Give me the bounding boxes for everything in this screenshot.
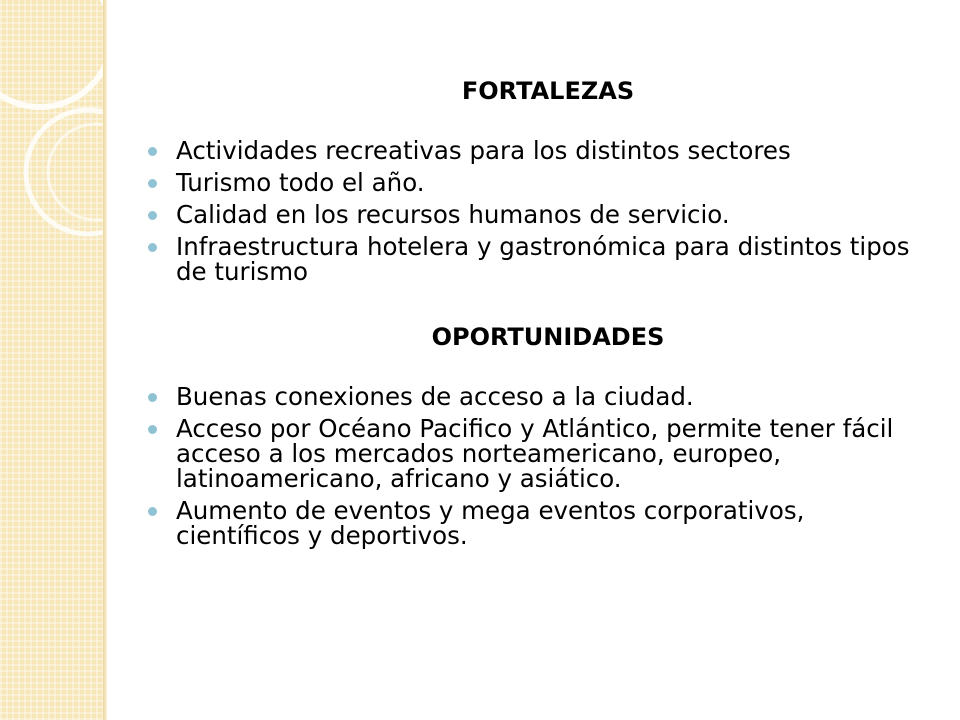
list-item-text: Acceso por Océano Pacifico y Atlántico, permite tener fácil acceso a los mercados norteamericano, europeo, latinoamericano, africano y asiático.: [176, 414, 894, 493]
decorative-ring-medium: [26, 110, 103, 234]
list-item-text: Buenas conexiones de acceso a la ciudad.: [176, 382, 694, 411]
list-item-text: Actividades recreativas para los distintos sectores: [176, 136, 791, 165]
bullet-icon: [148, 147, 157, 156]
slide-content: [148, 74, 928, 555]
list-item: [148, 498, 928, 548]
decorative-rings: [0, 0, 103, 720]
bullet-icon: [148, 393, 157, 402]
list-item-text: Aumento de eventos y mega eventos corporativos, científicos y deportivos.: [176, 496, 805, 550]
list-item: [148, 416, 928, 491]
list-item: [148, 170, 928, 195]
list-item-text: Turismo todo el año.: [176, 168, 425, 197]
bullet-icon: [148, 425, 157, 434]
sidebar-edge: [103, 0, 107, 720]
fortalezas-list: [148, 138, 928, 284]
bullet-icon: [148, 243, 157, 252]
list-item: [148, 384, 928, 409]
list-item: [148, 138, 928, 163]
bullet-icon: [148, 211, 157, 220]
decorative-sidebar: [0, 0, 103, 720]
bullet-icon: [148, 507, 157, 516]
oportunidades-list: [148, 384, 928, 548]
list-item-text: Infraestructura hotelera y gastronómica para distintos tipos de turismo: [176, 232, 910, 286]
decorative-ring-large: [0, 0, 103, 107]
list-item: [148, 234, 928, 284]
fortalezas-heading: FORTALEZAS: [461, 77, 635, 105]
list-item: [148, 202, 928, 227]
bullet-icon: [148, 179, 157, 188]
decorative-ring-inner: [48, 124, 103, 220]
list-item-text: Calidad en los recursos humanos de servicio.: [176, 200, 730, 229]
oportunidades-heading: OPORTUNIDADES: [431, 323, 665, 351]
